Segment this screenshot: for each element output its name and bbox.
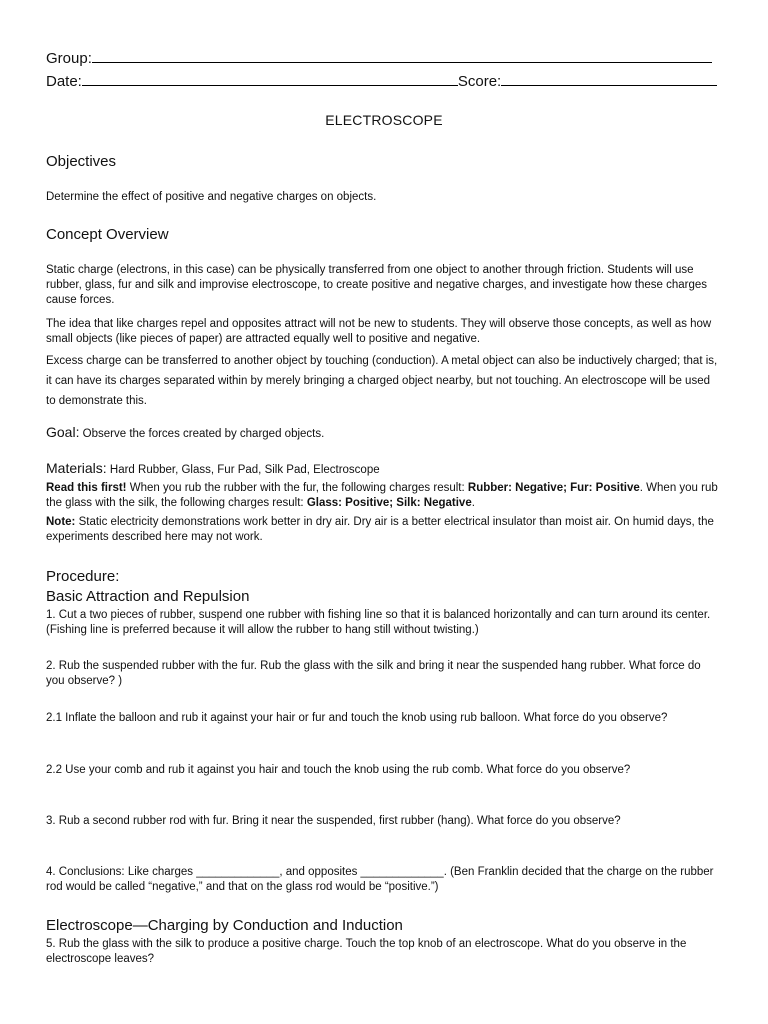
date-label: Date: xyxy=(46,73,82,90)
step-2-1: 2.1 Inflate the balloon and rub it against your hair or fur and touch the knob using rub balloon. What force do you observe? xyxy=(46,712,668,724)
read-first-text-2: . When you rub the glass with the silk, the following charges result: xyxy=(46,482,718,509)
read-first-bold-2: Glass: Positive; Silk: Negative xyxy=(306,497,472,509)
read-first-text-1: When you rub the rubber with the fur, the following charges result: xyxy=(129,482,465,494)
electroscope-heading: Electroscope—Charging by Conduction and Induction xyxy=(46,917,403,934)
read-first-label: Read this first! xyxy=(46,482,127,494)
read-first-bold-1: Rubber: Negative; Fur: Positive xyxy=(467,482,640,494)
goal-text: Observe the forces created by charged objects. xyxy=(82,428,325,440)
page-title: ELECTROSCOPE xyxy=(325,112,443,128)
materials-text: Hard Rubber, Glass, Fur Pad, Silk Pad, Electroscope xyxy=(109,464,380,476)
objectives-heading: Objectives xyxy=(46,153,117,170)
basic-attraction-heading: Basic Attraction and Repulsion xyxy=(46,588,250,605)
note-label: Note: xyxy=(46,516,76,528)
concept-paragraph-1: Static charge (electrons, in this case) can be physically transferred from one object to another through friction. Students will use rubber, glass, fur and silk and improvise electroscope, to create positive and negative charges, and investigate how these charges cause forces. xyxy=(46,264,707,306)
score-label: Score: xyxy=(457,73,502,90)
materials-line xyxy=(46,461,722,478)
concept-heading: Concept Overview xyxy=(46,226,169,243)
read-first-paragraph xyxy=(46,481,722,511)
goal-line xyxy=(46,425,722,442)
procedure-heading: Procedure: xyxy=(46,568,120,585)
read-first-end: . xyxy=(471,497,475,509)
step-2-2: 2.2 Use your comb and rub it against you hair and touch the knob using the rub comb. What force do you observe? xyxy=(46,764,631,776)
materials-label: Materials: xyxy=(46,460,107,476)
note-paragraph xyxy=(46,515,722,545)
score-blank xyxy=(501,71,717,86)
step-3: 3. Rub a second rubber rod with fur. Bring it near the suspended, first rubber (hang). What force do you observe? xyxy=(46,815,621,827)
step-5: 5. Rub the glass with the silk to produce a positive charge. Touch the top knob of an electroscope. What do you observe in the electroscope leaves? xyxy=(46,938,687,965)
concept-paragraph-3: Excess charge can be transferred to another object by touching (conduction). A metal object can also be inductively charged; that is, it can have its charges separated within by merely bringing a charged object nearby, but not touching. An electroscope will be used to demonstrate this. xyxy=(46,355,718,407)
objectives-text: Determine the effect of positive and negative charges on objects. xyxy=(46,191,377,203)
step-2: 2. Rub the suspended rubber with the fur. Rub the glass with the silk and bring it near the suspended hang rubber. What force do you observe? ) xyxy=(46,660,701,687)
note-text: Static electricity demonstrations work better in dry air. Dry air is a better electrical insulator than moist air. On humid days, the experiments described here may not work. xyxy=(46,516,714,543)
group-line xyxy=(46,48,712,67)
step-1: 1. Cut a two pieces of rubber, suspend one rubber with fishing line so that it is balanced horizontally and can turn around its center. (Fishing line is preferred because it will allow the rubber to hang still without twisting.) xyxy=(46,609,711,636)
date-score-line xyxy=(46,71,717,90)
date-blank xyxy=(82,71,458,86)
group-label: Group: xyxy=(46,50,92,67)
concept-paragraph-2: The idea that like charges repel and opposites attract will not be new to students. They will observe those concepts, as well as how small objects (like pieces of paper) are attracted equally well to positive and negative. xyxy=(46,318,712,345)
group-blank xyxy=(92,48,712,63)
goal-label: Goal: xyxy=(46,424,80,440)
step-4: 4. Conclusions: Like charges _____________, and opposites _____________. (Ben Franklin decided that the charge on the rubber rod would be called “negative,” and that on the glass rod would be “positive.”) xyxy=(46,866,714,893)
